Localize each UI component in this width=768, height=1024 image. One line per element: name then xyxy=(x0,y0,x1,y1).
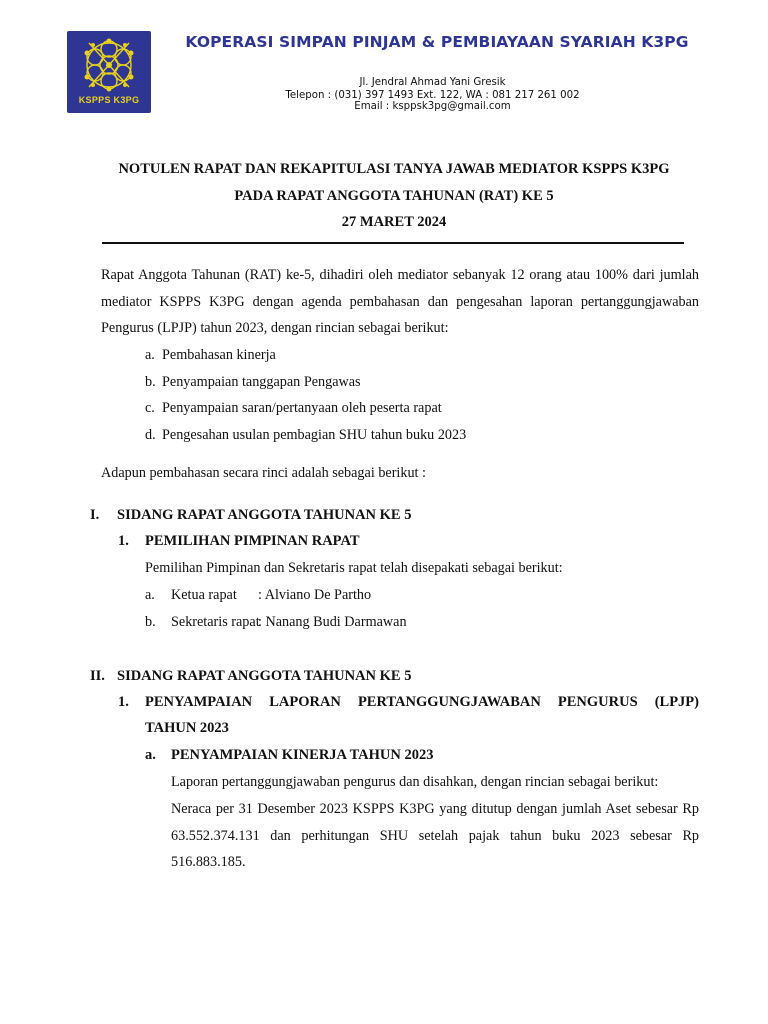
section-1-heading xyxy=(90,502,411,528)
title-divider xyxy=(102,242,684,244)
list-marker: c. xyxy=(145,400,155,416)
address: Jl. Jendral Ahmad Yani Gresik xyxy=(359,77,506,88)
section-2-1-a-heading xyxy=(145,742,434,768)
subsection-title: PENYAMPAIAN LAPORAN PERTANGGUNGJAWABAN PENGURUS (LPJP) TAHUN 2023 xyxy=(145,694,699,736)
section-1-1-heading xyxy=(118,528,360,554)
section-title: SIDANG RAPAT ANGGOTA TAHUNAN KE 5 xyxy=(117,668,412,684)
list-marker: d. xyxy=(145,426,156,443)
section-number: I. xyxy=(90,507,100,523)
officer-role: Ketua rapat xyxy=(171,587,237,603)
section-2-heading xyxy=(90,663,411,689)
organization-name: KOPERASI SIMPAN PINJAM & PEMBIAYAAN SYARIAH K3PG xyxy=(185,33,689,51)
report-paragraph: Laporan pertanggungjawaban pengurus dan disahkan, dengan rincian sebagai berikut: xyxy=(171,774,659,790)
kspps-logo xyxy=(67,31,151,113)
list-item-text: Penyampaian tanggapan Pengawas xyxy=(162,373,361,390)
email: Email : ksppsk3pg@gmail.com xyxy=(354,101,511,112)
list-marker: a. xyxy=(145,587,155,603)
subsubsection-title: PENYAMPAIAN KINERJA TAHUN 2023 xyxy=(171,747,434,763)
balance-paragraph: Neraca per 31 Desember 2023 KSPPS K3PG yang ditutup dengan jumlah Aset sebesar Rp 63.552.374.131 dan perhitungan SHU setelah pajak tahun buku 2023 sebesar Rp 516.883.185. xyxy=(171,801,699,870)
subsection-number: 1. xyxy=(118,533,129,549)
officer-name: : Nanang Budi Darmawan xyxy=(258,613,407,630)
section-number: II. xyxy=(90,668,105,684)
list-item xyxy=(145,369,466,396)
section-2-1-heading xyxy=(118,689,699,741)
document-date: 27 MARET 2024 xyxy=(341,214,447,230)
list-item xyxy=(145,342,466,369)
list-item-text: Pengesahan usulan pembagian SHU tahun buku 2023 xyxy=(162,426,467,443)
section-title: SIDANG RAPAT ANGGOTA TAHUNAN KE 5 xyxy=(117,507,412,523)
list-marker: a. xyxy=(145,347,155,363)
list-item xyxy=(145,422,466,449)
logo-caption: KSPPS K3PG xyxy=(78,95,140,105)
document-title-line-2: PADA RAPAT ANGGOTA TAHUNAN (RAT) KE 5 xyxy=(234,188,554,204)
officer-role: Sekretaris rapat xyxy=(171,613,260,630)
details-intro: Adapun pembahasan secara rinci adalah sebagai berikut : xyxy=(101,465,426,481)
list-item-text: Pembahasan kinerja xyxy=(162,347,276,363)
list-item-text: Penyampaian saran/pertanyaan oleh peserta rapat xyxy=(162,400,442,416)
leadership-paragraph: Pemilihan Pimpinan dan Sekretaris rapat telah disepakati sebagai berikut: xyxy=(145,560,563,576)
officer-name: : Alviano De Partho xyxy=(258,587,372,603)
list-item xyxy=(145,609,407,636)
document-title-line-1: NOTULEN RAPAT DAN REKAPITULASI TANYA JAWAB MEDIATOR KSPPS K3PG xyxy=(118,161,670,177)
list-item xyxy=(145,395,466,422)
subsubsection-number: a. xyxy=(145,747,156,763)
intro-paragraph: Rapat Anggota Tahunan (RAT) ke-5, dihadiri oleh mediator sebanyak 12 orang atau 100% dari jumlah mediator KSPPS K3PG dengan agenda pembahasan dan pengesahan laporan pertanggungjawaban Pengurus (LPJP) tahun 2023, dengan rincian sebagai berikut: xyxy=(101,267,699,336)
subsection-title: PEMILIHAN PIMPINAN RAPAT xyxy=(145,533,360,549)
list-marker: b. xyxy=(145,373,156,390)
subsection-number: 1. xyxy=(118,694,129,710)
officer-list xyxy=(145,582,407,635)
phone: Telepon : (031) 397 1493 Ext. 122, WA : 081 217 261 002 xyxy=(285,90,580,101)
agenda-list xyxy=(145,342,466,448)
list-marker: b. xyxy=(145,613,156,630)
list-item xyxy=(145,582,407,609)
